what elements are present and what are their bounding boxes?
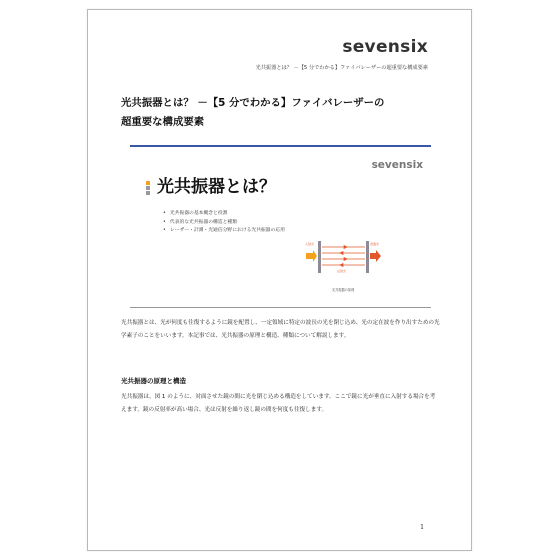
reflected-light-rays [322, 246, 365, 267]
title-line-1: 光共振器とは？ －【5 分でわかる】ファイバレーザーの [121, 97, 385, 109]
section-heading: 光共振器の原理と構造 [121, 377, 186, 385]
left-mirror [318, 241, 321, 273]
title-line-2: 超重要な構成要素 [121, 116, 205, 128]
running-header: 光共振器とは？ －【5 分でわかる】ファイバレーザーの超重要な構成要素 [255, 65, 428, 71]
slide-heading: 光共振器とは？ [157, 177, 276, 197]
slide-bullet-list [163, 210, 285, 236]
incident-light-label: 入射光 [305, 242, 315, 246]
incident-arrow-icon [306, 250, 317, 262]
brand-logo: sevensix [342, 37, 428, 57]
figure-bottom-rule [130, 307, 431, 308]
transmitted-light-label: 透過光 [370, 242, 380, 246]
document-title [121, 94, 451, 132]
reflected-light-label: 反射光 [337, 269, 347, 273]
diagram-caption: 光共振器の原理 [332, 288, 355, 292]
intro-paragraph: 光共振器とは、光が何度も往復するように鏡を配置し、一定領域に特定の波長の光を閉じ込め、光の定在波を作り出すための光学素子のことをいいます。本記事では、光共振器の原理と構造、種類について解説します。 [121, 320, 440, 339]
bullet-item: • 光共振器の基本概念と役割 [163, 210, 285, 219]
figure-top-rule [130, 145, 431, 147]
optical-resonator-diagram [304, 230, 384, 296]
slide-brand-logo: sevensix [371, 159, 423, 171]
bullet-item: • レーザー・計測・光通信分野における光共振器の応用 [163, 227, 285, 236]
heading-marker-icon [146, 181, 151, 195]
document-page [87, 9, 472, 551]
bullet-item: • 代表的な光共振器の構造と種類 [163, 219, 285, 228]
transmitted-arrow-icon [370, 250, 381, 262]
right-mirror [366, 241, 369, 273]
page-number: 1 [420, 523, 425, 531]
section-paragraph: 光共振器は、図 1 のように、対面させた鏡の間に光を閉じ込める構造をしています。ここで鏡に光が垂直に入射する場合を考えます。鏡の反射率が高い場合、光は反射を繰り返し鏡の間を何度も往復します。 [121, 394, 436, 413]
